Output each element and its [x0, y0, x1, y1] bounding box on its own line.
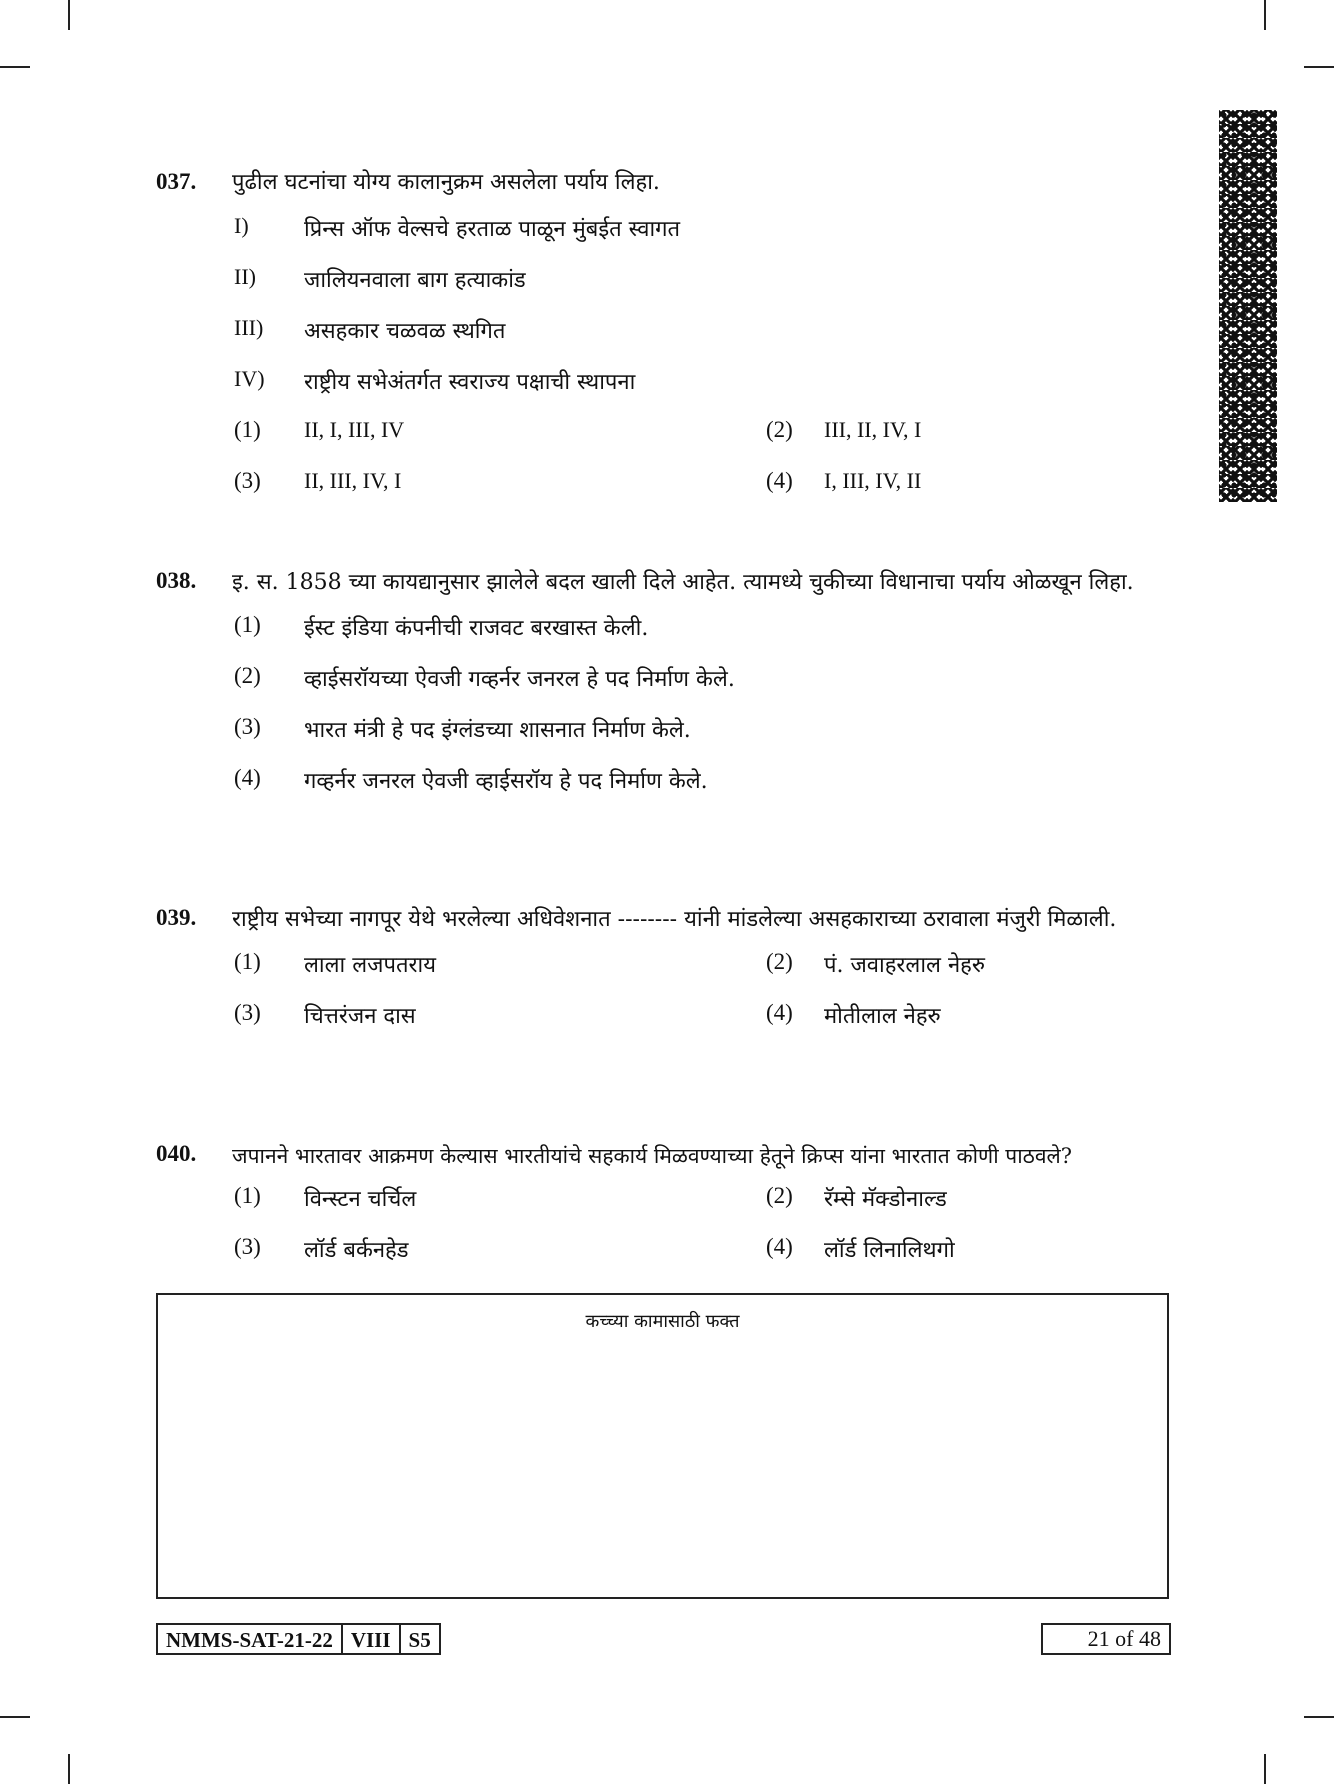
- option-row: [156, 1234, 1171, 1285]
- option-label: (2): [234, 663, 261, 688]
- option-text: II, I, III, IV: [304, 417, 405, 442]
- option-row: [156, 612, 1171, 663]
- class-code: VIII: [341, 1625, 399, 1653]
- rough-work-title: कच्च्या कामासाठी फक्त: [585, 1311, 740, 1332]
- option-row: [156, 1183, 1171, 1234]
- option-text: ईस्ट इंडिया कंपनीची राजवट बरखास्त केली.: [304, 616, 649, 641]
- option-row: [156, 1000, 1171, 1051]
- option-label: (1): [234, 949, 261, 974]
- option-row: [156, 714, 1171, 765]
- option-label: (3): [234, 468, 261, 493]
- option-label: (4): [766, 1000, 793, 1025]
- option-label: (3): [234, 1234, 261, 1259]
- crop-mark: [0, 66, 30, 68]
- question-039: [156, 897, 1171, 1051]
- series-code: S5: [399, 1625, 439, 1653]
- paper-code-box: [156, 1623, 441, 1655]
- statement-row: [156, 264, 1171, 315]
- rough-work-box: [156, 1293, 1169, 1599]
- statement-label: I): [234, 213, 249, 238]
- statement-text: राष्ट्रीय सभेअंतर्गत स्वराज्य पक्षाची स्थापना: [304, 370, 636, 395]
- option-label: (1): [234, 417, 261, 442]
- option-text: रॅम्से मॅक्डोनाल्ड: [824, 1187, 947, 1212]
- option-text: II, III, IV, I: [304, 468, 402, 493]
- statement-text: असहकार चळवळ स्थगित: [304, 319, 506, 344]
- crop-mark: [68, 1754, 70, 1784]
- question-038: [156, 560, 1171, 816]
- option-row: [156, 949, 1171, 1000]
- option-row: [156, 417, 1171, 468]
- option-row: [156, 663, 1171, 714]
- option-text: भारत मंत्री हे पद इंग्लंडच्या शासनात निर्माण केले.: [304, 718, 691, 743]
- page-number: 21 of 48: [1041, 1623, 1171, 1655]
- option-text: लॉर्ड बर्कनहेड: [304, 1238, 409, 1263]
- option-row: [156, 765, 1171, 816]
- option-label: (2): [766, 949, 793, 974]
- crop-mark: [1264, 0, 1266, 30]
- statement-row: [156, 366, 1171, 417]
- statement-row: [156, 213, 1171, 264]
- paper-code: NMMS-SAT-21-22: [166, 1628, 333, 1652]
- statement-label: IV): [234, 366, 265, 391]
- question-text: जपानने भारतावर आक्रमण केल्यास भारतीयांचे सहकार्य मिळवण्याच्या हेतूने क्रिप्स यांना भारतात कोणी पाठवले?: [232, 1144, 1073, 1168]
- question-number: 039.: [156, 905, 197, 930]
- statement-row: [156, 315, 1171, 366]
- option-text: III, II, IV, I: [824, 417, 922, 442]
- crop-mark: [0, 1716, 30, 1718]
- option-label: (4): [766, 468, 793, 493]
- question-text: इ. स. 1858 च्या कायद्यानुसार झालेले बदल खाली दिले आहेत. त्यामध्ये चुकीच्या विधानाचा पर्याय ओळखून लिहा.: [232, 570, 1134, 595]
- statement-text: प्रिन्स ऑफ वेल्सचे हरताळ पाळून मुंबईत स्वागत: [304, 217, 681, 242]
- question-number: 040.: [156, 1141, 197, 1166]
- option-label: (3): [234, 714, 261, 739]
- crop-mark: [1304, 1716, 1334, 1718]
- option-row: [156, 468, 1171, 519]
- crop-mark: [1264, 1754, 1266, 1784]
- option-text: I, III, IV, II: [824, 468, 922, 493]
- question-text: राष्ट्रीय सभेच्या नागपूर येथे भरलेल्या अधिवेशनात -------- यांनी मांडलेल्या असहकाराच्या ठरावाला मंजुरी मिळाली.: [232, 907, 1117, 932]
- option-text: पं. जवाहरलाल नेहरु: [824, 953, 985, 978]
- crop-mark: [68, 0, 70, 30]
- question-040: [156, 1133, 1171, 1285]
- statement-label: III): [234, 315, 264, 340]
- question-number: 037.: [156, 169, 197, 194]
- question-037: [156, 163, 1171, 519]
- statement-text: जालियनवाला बाग हत्याकांड: [304, 268, 526, 293]
- option-text: मोतीलाल नेहरु: [824, 1004, 941, 1029]
- option-text: लाला लजपतराय: [304, 953, 436, 978]
- option-label: (3): [234, 1000, 261, 1025]
- option-label: (4): [234, 765, 261, 790]
- question-text: पुढील घटनांचा योग्य कालानुक्रम असलेला पर्याय लिहा.: [232, 170, 660, 195]
- option-text: लॉर्ड लिनालिथगो: [824, 1238, 955, 1263]
- option-text: चित्तरंजन दास: [304, 1004, 416, 1029]
- option-label: (1): [234, 612, 261, 637]
- crop-mark: [1304, 66, 1334, 68]
- option-text: व्हाईसरॉयच्या ऐवजी गव्हर्नर जनरल हे पद निर्माण केले.: [304, 667, 735, 692]
- option-label: (2): [766, 417, 793, 442]
- security-pattern-strip: [1219, 110, 1277, 502]
- option-text: विन्स्टन चर्चिल: [304, 1187, 417, 1212]
- option-label: (4): [766, 1234, 793, 1259]
- statement-label: II): [234, 264, 256, 289]
- option-label: (2): [766, 1183, 793, 1208]
- option-label: (1): [234, 1183, 261, 1208]
- option-text: गव्हर्नर जनरल ऐवजी व्हाईसरॉय हे पद निर्माण केले.: [304, 769, 708, 794]
- question-number: 038.: [156, 568, 197, 593]
